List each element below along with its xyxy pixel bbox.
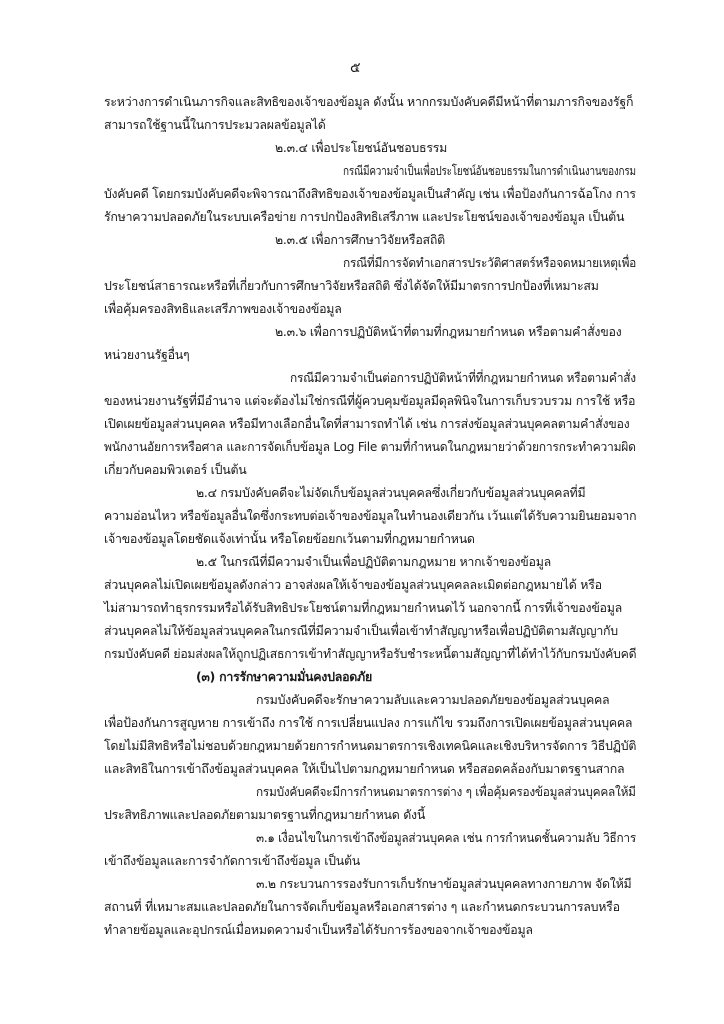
body-line: ๒.๔ กรมบังคับคดีจะไม่จัดเก็บข้อมูลส่วนบุคคลซึ่งเกี่ยวกับข้อมูลส่วนบุคคลที่มี: [196, 485, 586, 500]
body-line: กรณีมีความจำเป็นเพื่อประโยชน์อันชอบธรรมในการดำเนินงานของกรม: [343, 163, 636, 178]
body-line: เพื่อป้องกันการสูญหาย การเข้าถึง การใช้ การเปลี่ยนแปลง การแก้ไข รวมถึงการเปิดเผยข้อมูลส่วนบุคคล: [104, 715, 633, 730]
body-line: เพื่อคุ้มครองสิทธิและเสรีภาพของเจ้าของข้อมูล: [104, 301, 342, 316]
body-line: บังคับคดี โดยกรมบังคับคดีจะพิจารณาถึงสิทธิของเจ้าของข้อมูลเป็นสำคัญ เช่น เพื่อป้องกันการฉ้อโกง การ: [104, 186, 636, 201]
body-line: สามารถใช้ฐานนี้ในการประมวลผลข้อมูลได้: [104, 117, 326, 132]
body-line: รักษาความปลอดภัยในระบบเครือข่าย การปกป้องสิทธิเสรีภาพ และประโยชน์ของเจ้าของข้อมูล เป็นต้น: [104, 209, 625, 224]
body-line: เจ้าของข้อมูลโดยชัดแจ้งเท่านั้น หรือโดยข้อยกเว้นตามที่กฎหมายกำหนด: [104, 531, 475, 546]
body-line: ความอ่อนไหว หรือข้อมูลอื่นใดซึ่งกระทบต่อเจ้าของข้อมูลในทำนองเดียวกัน เว้นแต่ได้รับความยินยอมจาก: [104, 508, 637, 523]
section-heading: ๒.๓.๕ เพื่อการศึกษาวิจัยหรือสถิติ: [275, 232, 445, 247]
body-line: กรมบังคับคดีจะรักษาความลับและความปลอดภัยของข้อมูลส่วนบุคคล: [256, 692, 610, 707]
body-line: ส่วนบุคคลไม่เปิดเผยข้อมูลดังกล่าว อาจส่งผลให้เจ้าของข้อมูลส่วนบุคคลละเมิดต่อกฎหมายได้ หรือ: [104, 577, 602, 592]
body-line: ประสิทธิภาพและปลอดภัยตามมาตรฐานที่กฎหมายกำหนด ดังนี้: [104, 807, 426, 822]
body-line: พนักงานอัยการหรือศาล และการจัดเก็บข้อมูล Log File ตามที่กำหนดในกฎหมายว่าด้วยการกระทำความผิด: [104, 439, 636, 454]
section-title: (๓) การรักษาความมั่นคงปลอดภัย: [196, 669, 372, 684]
body-line: กรณีที่มีการจัดทำเอกสารประวัติศาสตร์หรือจดหมายเหตุเพื่อ: [343, 255, 637, 270]
body-line: ๓.๒ กระบวนการรองรับการเก็บรักษาข้อมูลส่วนบุคคลทางกายภาพ จัดให้มี: [256, 876, 632, 891]
body-line: หน่วยงานรัฐอื่นๆ: [104, 347, 190, 362]
body-line: ไม่สามารถทำธุรกรรมหรือได้รับสิทธิประโยชน์ตามที่กฎหมายกำหนดไว้ นอกจากนี้ การที่เจ้าของข้อมูล: [104, 600, 622, 615]
body-line: กรมบังคับคดี ย่อมส่งผลให้ถูกปฏิเสธการเข้าทำสัญญาหรือรับชำระหนี้ตามสัญญาที่ได้ทำไว้กับกรมบังคับคดี: [104, 646, 637, 661]
body-line: ๓.๑ เงื่อนไขในการเข้าถึงข้อมูลส่วนบุคคล เช่น การกำหนดชั้นความลับ วิธีการ: [256, 830, 636, 845]
body-line: ของหน่วยงานรัฐที่มีอำนาจ แต่จะต้องไม่ใช่กรณีที่ผู้ควบคุมข้อมูลมีดุลพินิจในการเก็บรวบรวม การใช้ หรือ: [104, 393, 636, 408]
body-line: และสิทธิในการเข้าถึงข้อมูลส่วนบุคคล ให้เป็นไปตามกฎหมายกำหนด หรือสอดคล้องกับมาตรฐานสากล: [104, 761, 625, 776]
body-line: ทำลายข้อมูลและอุปกรณ์เมื่อหมดความจำเป็นหรือได้รับการร้องขอจากเจ้าของข้อมูล: [104, 922, 533, 937]
body-line: ประโยชน์สาธารณะหรือที่เกี่ยวกับการศึกษาวิจัยหรือสถิติ ซึ่งได้จัดให้มีมาตรการปกป้องที่เหมาะสม: [104, 278, 599, 293]
section-heading: ๒.๓.๖ เพื่อการปฏิบัติหน้าที่ตามที่กฎหมายกำหนด หรือตามคำสั่งของ: [275, 324, 622, 339]
body-line: กรณีมีความจำเป็นต่อการปฏิบัติหน้าที่ที่กฎหมายกำหนด หรือตามคำสั่ง: [290, 370, 636, 385]
section-heading: ๒.๓.๔ เพื่อประโยชน์อันชอบธรรม: [275, 140, 448, 155]
body-line: เข้าถึงข้อมูลและการจำกัดการเข้าถึงข้อมูล เป็นต้น: [104, 853, 361, 868]
body-line: ส่วนบุคคลไม่ให้ข้อมูลส่วนบุคคลในกรณีที่มีความจำเป็นเพื่อเข้าทำสัญญาหรือเพื่อปฏิบัติตามสัญญากับ: [104, 623, 618, 638]
body-line: ๒.๕ ในกรณีที่มีความจำเป็นเพื่อปฏิบัติตามกฎหมาย หากเจ้าของข้อมูล: [196, 554, 551, 569]
page-number: ๕: [350, 60, 361, 76]
body-line: สถานที่ ที่เหมาะสมและปลอดภัยในการจัดเก็บข้อมูลหรือเอกสารต่าง ๆ และกำหนดกระบวนการลบหรือ: [104, 899, 620, 914]
body-line: กรมบังคับคดีจะมีการกำหนดมาตรการต่าง ๆ เพื่อคุ้มครองข้อมูลส่วนบุคคลให้มี: [256, 784, 636, 799]
body-line: เปิดเผยข้อมูลส่วนบุคคล หรือมีทางเลือกอื่นใดที่สามารถทำได้ เช่น การส่งข้อมูลส่วนบุคคลตามคำสั่งของ: [104, 416, 630, 431]
body-line: โดยไม่มีสิทธิหรือไม่ชอบด้วยกฎหมายด้วยการกำหนดมาตรการเชิงเทคนิคและเชิงบริหารจัดการ วิธีปฏิบัติ: [104, 738, 637, 753]
body-line: ระหว่างการดำเนินภารกิจและสิทธิของเจ้าของข้อมูล ดังนั้น หากกรมบังคับคดีมีหน้าที่ตามภารกิจของรัฐก็: [104, 94, 634, 109]
body-line: เกี่ยวกับคอมพิวเตอร์ เป็นต้น: [104, 462, 247, 477]
